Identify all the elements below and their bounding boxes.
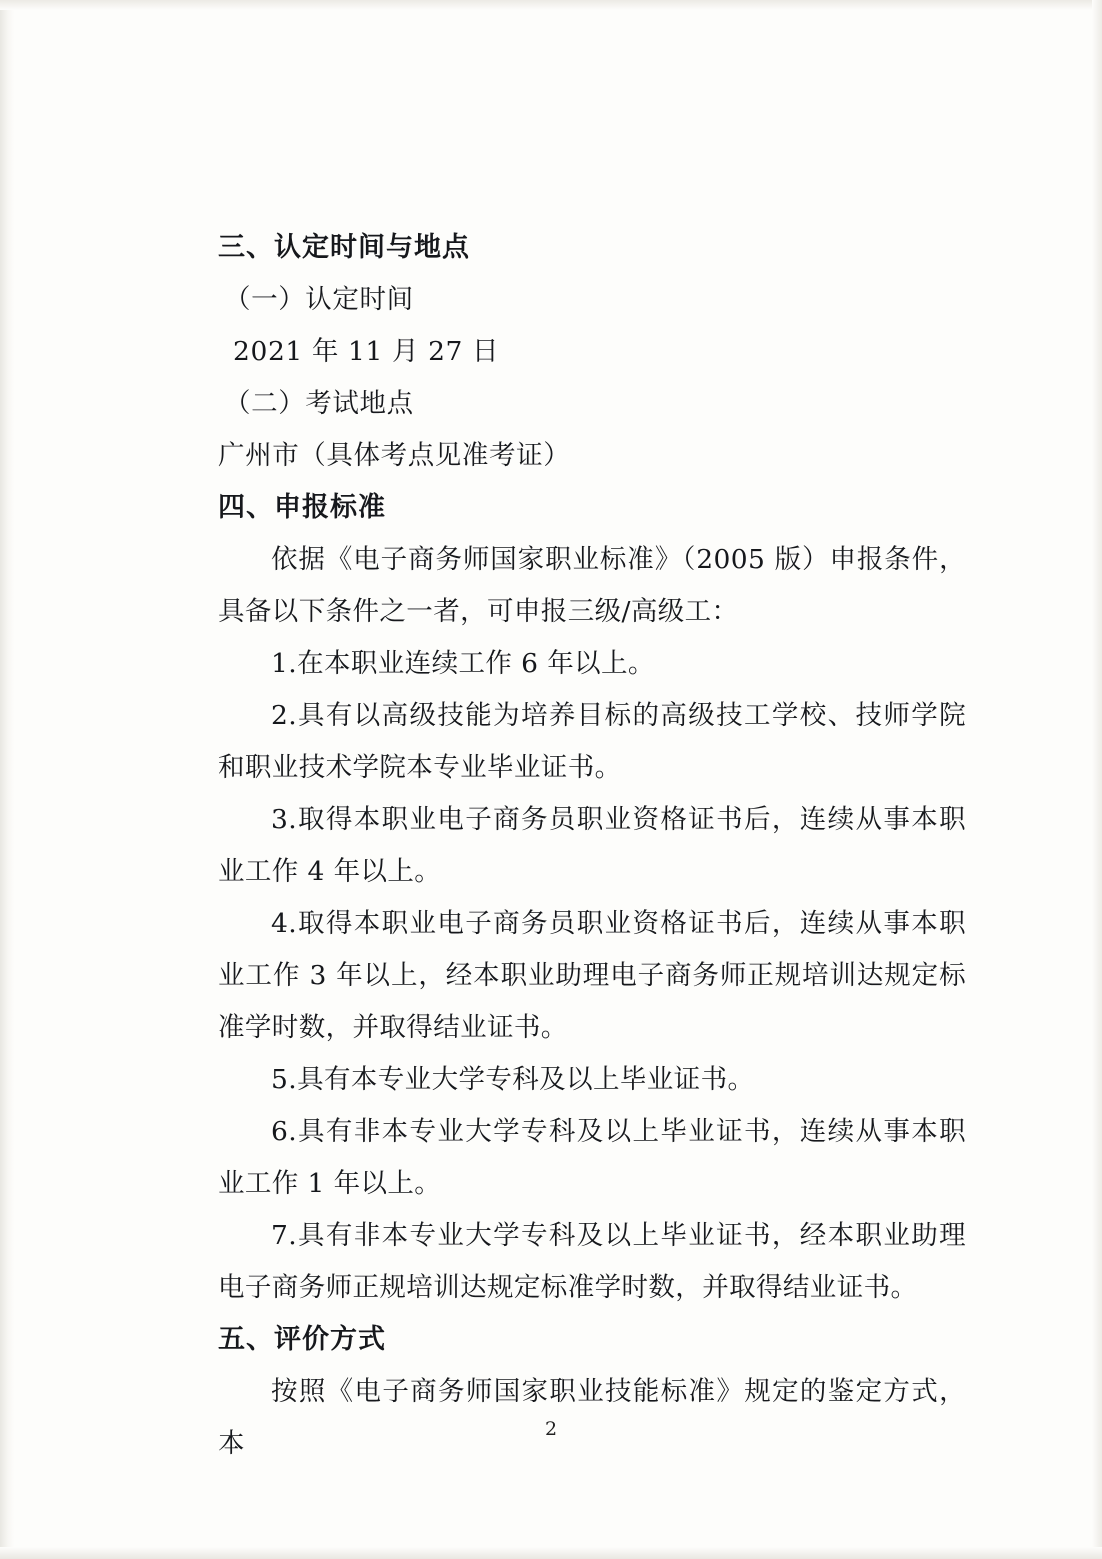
condition-item-1: 1.在本职业连续工作 6 年以上。 bbox=[271, 648, 655, 679]
condition-item-4: 4.取得本职业电子商务员职业资格证书后，连续从事本职业工作 3 年以上，经本职业助理电子商务师正规培训达规定标准学时数，并取得结业证书。 bbox=[218, 908, 966, 1043]
page-number: 2 bbox=[544, 1418, 558, 1440]
page-edge-shadow-bottom bbox=[0, 1547, 1102, 1559]
condition-item-3: 3.取得本职业电子商务员职业资格证书后，连续从事本职业工作 4 年以上。 bbox=[218, 804, 966, 887]
document-body bbox=[218, 222, 966, 1470]
exam-location-line: 广州市（具体考点见准考证） bbox=[218, 440, 571, 471]
condition-item-5: 5.具有本专业大学专科及以上毕业证书。 bbox=[271, 1064, 755, 1095]
subsection-heading-3-2: （二）考试地点 bbox=[224, 388, 414, 419]
application-standard-intro: 依据《电子商务师国家职业标准》（2005 版）申报条件，具备以下条件之一者，可申报三级/高级工： bbox=[218, 544, 966, 627]
page-edge-shadow-right bbox=[1092, 0, 1102, 1559]
evaluation-method-text: 按照《电子商务师国家职业技能标准》规定的鉴定方式，本 bbox=[218, 1376, 966, 1459]
exam-date-line: 2021 年 11 月 27 日 bbox=[224, 336, 500, 367]
section-heading-5: 五、评价方式 bbox=[218, 1324, 386, 1355]
condition-item-2: 2.具有以高级技能为培养目标的高级技工学校、技师学院和职业技术学院本专业毕业证书。 bbox=[218, 700, 966, 783]
page-edge-shadow-left bbox=[0, 0, 14, 1559]
condition-item-7: 7.具有非本专业大学专科及以上毕业证书，经本职业助理电子商务师正规培训达规定标准学时数，并取得结业证书。 bbox=[218, 1220, 966, 1303]
condition-item-6: 6.具有非本专业大学专科及以上毕业证书，连续从事本职业工作 1 年以上。 bbox=[218, 1116, 966, 1199]
section-heading-3: 三、认定时间与地点 bbox=[218, 232, 470, 263]
page-edge-shadow-top bbox=[0, 0, 1102, 10]
section-heading-4: 四、申报标准 bbox=[218, 492, 386, 523]
subsection-heading-3-1: （一）认定时间 bbox=[224, 284, 414, 315]
